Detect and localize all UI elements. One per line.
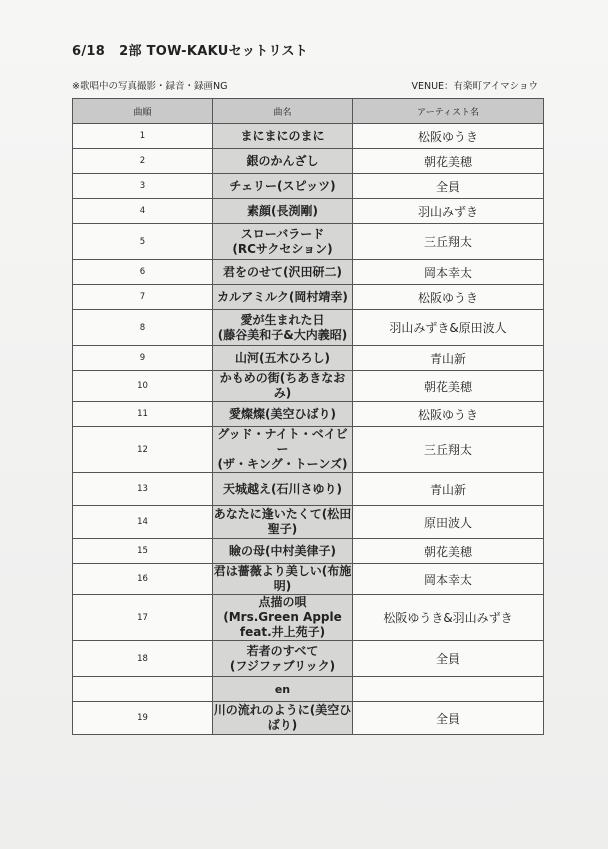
venue-label: VENUE：有楽町アイマショウ [411, 81, 538, 92]
column-header-song: 曲名 [213, 99, 353, 124]
table-row [73, 564, 544, 595]
artist-name-cell [353, 677, 544, 702]
song-title-line: 愛燦燦(美空ひばり) [229, 406, 336, 421]
artist-name-cell: 岡本幸太 [353, 260, 544, 285]
artist-name-cell: 三丘翔太 [353, 224, 544, 260]
table-row [73, 677, 544, 702]
song-order-cell: 18 [73, 641, 213, 677]
setlist-title: 2部 TOW-KAKUセットリスト [119, 44, 309, 59]
song-title-cell [213, 260, 353, 285]
artist-name-cell: 青山新 [353, 473, 544, 506]
song-title-cell [213, 124, 353, 149]
song-title-line: スローバラード [240, 226, 325, 241]
song-title-line: 君をのせて(沢田研二) [223, 264, 342, 279]
song-order-cell: 8 [73, 310, 213, 346]
song-title-line: (フジファブリック) [229, 658, 336, 673]
song-order-cell: 14 [73, 506, 213, 539]
artist-name-cell: 全員 [353, 174, 544, 199]
column-header-artist: アーティスト名 [353, 99, 544, 124]
setlist-body [73, 124, 544, 735]
artist-name-cell: 羽山みずき [353, 199, 544, 224]
song-title-cell [213, 473, 353, 506]
song-order-cell: 12 [73, 427, 213, 473]
setlist-table [72, 98, 544, 735]
song-title-cell [213, 174, 353, 199]
table-row [73, 371, 544, 402]
song-title-line: 川の流れのように(美空ひばり) [213, 703, 352, 732]
song-title-line: 瞼の母(中村美律子) [229, 543, 336, 558]
table-row [73, 174, 544, 199]
song-order-cell: 1 [73, 124, 213, 149]
song-title-cell [213, 677, 353, 702]
song-title-line: (藤谷美和子&大内義昭) [217, 327, 348, 342]
song-order-cell: 6 [73, 260, 213, 285]
table-row [73, 149, 544, 174]
song-title-line: 点描の唄 [258, 595, 307, 609]
table-row [73, 199, 544, 224]
song-order-cell: 5 [73, 224, 213, 260]
table-row [73, 346, 544, 371]
artist-name-cell: 三丘翔太 [353, 427, 544, 473]
photo-policy-note: ※歌唱中の写真撮影・録音・録画NG [72, 81, 228, 92]
artist-name-cell: 松阪ゆうき [353, 124, 544, 149]
page-title [72, 40, 308, 59]
song-title-cell [213, 224, 353, 260]
song-title-cell [213, 371, 353, 402]
song-order-cell [73, 677, 213, 702]
column-header-order: 曲順 [73, 99, 213, 124]
song-title-cell [213, 506, 353, 539]
song-title-cell [213, 402, 353, 427]
artist-name-cell: 朝花美穂 [353, 539, 544, 564]
artist-name-cell: 全員 [353, 641, 544, 677]
song-order-cell: 10 [73, 371, 213, 402]
table-row [73, 427, 544, 473]
song-title-line: グッド・ナイト・ベイビー [217, 427, 348, 456]
artist-name-cell: 松阪ゆうき [353, 285, 544, 310]
table-row [73, 124, 544, 149]
song-title-line: en [274, 682, 291, 696]
song-title-line: (Mrs.Green Apple feat.井上苑子) [223, 610, 342, 639]
song-title-line: (ザ・キング・トーンズ) [217, 457, 348, 471]
song-title-cell [213, 199, 353, 224]
table-row [73, 539, 544, 564]
song-title-line: カルアミルク(岡村靖幸) [217, 289, 348, 304]
table-row [73, 702, 544, 735]
table-row [73, 310, 544, 346]
table-header-row [73, 99, 544, 124]
song-order-cell: 17 [73, 595, 213, 641]
song-title-line: チェリー(スピッツ) [229, 178, 336, 193]
song-order-cell: 13 [73, 473, 213, 506]
table-row [73, 506, 544, 539]
song-title-cell [213, 539, 353, 564]
song-title-cell [213, 427, 353, 473]
song-order-cell: 4 [73, 199, 213, 224]
song-order-cell: 11 [73, 402, 213, 427]
song-order-cell: 19 [73, 702, 213, 735]
artist-name-cell: 松阪ゆうき [353, 402, 544, 427]
artist-name-cell: 松阪ゆうき&羽山みずき [353, 595, 544, 641]
song-title-cell [213, 641, 353, 677]
song-title-line: 君は薔薇より美しい(布施明) [213, 564, 352, 593]
song-title-line: まにまにのまに [240, 128, 325, 143]
song-order-cell: 16 [73, 564, 213, 595]
artist-name-cell: 原田波人 [353, 506, 544, 539]
song-order-cell: 3 [73, 174, 213, 199]
table-row [73, 260, 544, 285]
song-title-cell [213, 285, 353, 310]
artist-name-cell: 青山新 [353, 346, 544, 371]
song-title-line: 素顔(長渕剛) [247, 203, 318, 218]
artist-name-cell: 羽山みずき&原田波人 [353, 310, 544, 346]
table-row [73, 224, 544, 260]
song-title-line: あなたに逢いたくて(松田聖子) [213, 507, 352, 536]
song-title-line: (RCサクセション) [232, 241, 333, 256]
artist-name-cell: 全員 [353, 702, 544, 735]
song-title-cell [213, 346, 353, 371]
song-title-line: 山河(五木ひろし) [235, 350, 330, 365]
song-order-cell: 9 [73, 346, 213, 371]
song-title-cell [213, 702, 353, 735]
table-row [73, 641, 544, 677]
song-order-cell: 2 [73, 149, 213, 174]
song-title-line: 銀のかんざし [246, 153, 319, 168]
song-title-line: 天城越え(石川さゆり) [223, 481, 342, 496]
table-row [73, 402, 544, 427]
song-title-line: 若者のすべて [246, 643, 319, 658]
song-title-cell [213, 595, 353, 641]
event-date: 6/18 [72, 44, 106, 59]
song-title-cell [213, 564, 353, 595]
artist-name-cell: 朝花美穂 [353, 371, 544, 402]
song-order-cell: 7 [73, 285, 213, 310]
song-order-cell: 15 [73, 539, 213, 564]
table-row [73, 285, 544, 310]
table-row [73, 595, 544, 641]
artist-name-cell: 岡本幸太 [353, 564, 544, 595]
song-title-cell [213, 149, 353, 174]
table-row [73, 473, 544, 506]
song-title-line: かもめの街(ちあきなおみ) [219, 371, 346, 400]
song-title-cell [213, 310, 353, 346]
song-title-line: 愛が生まれた日 [240, 312, 325, 327]
artist-name-cell: 朝花美穂 [353, 149, 544, 174]
